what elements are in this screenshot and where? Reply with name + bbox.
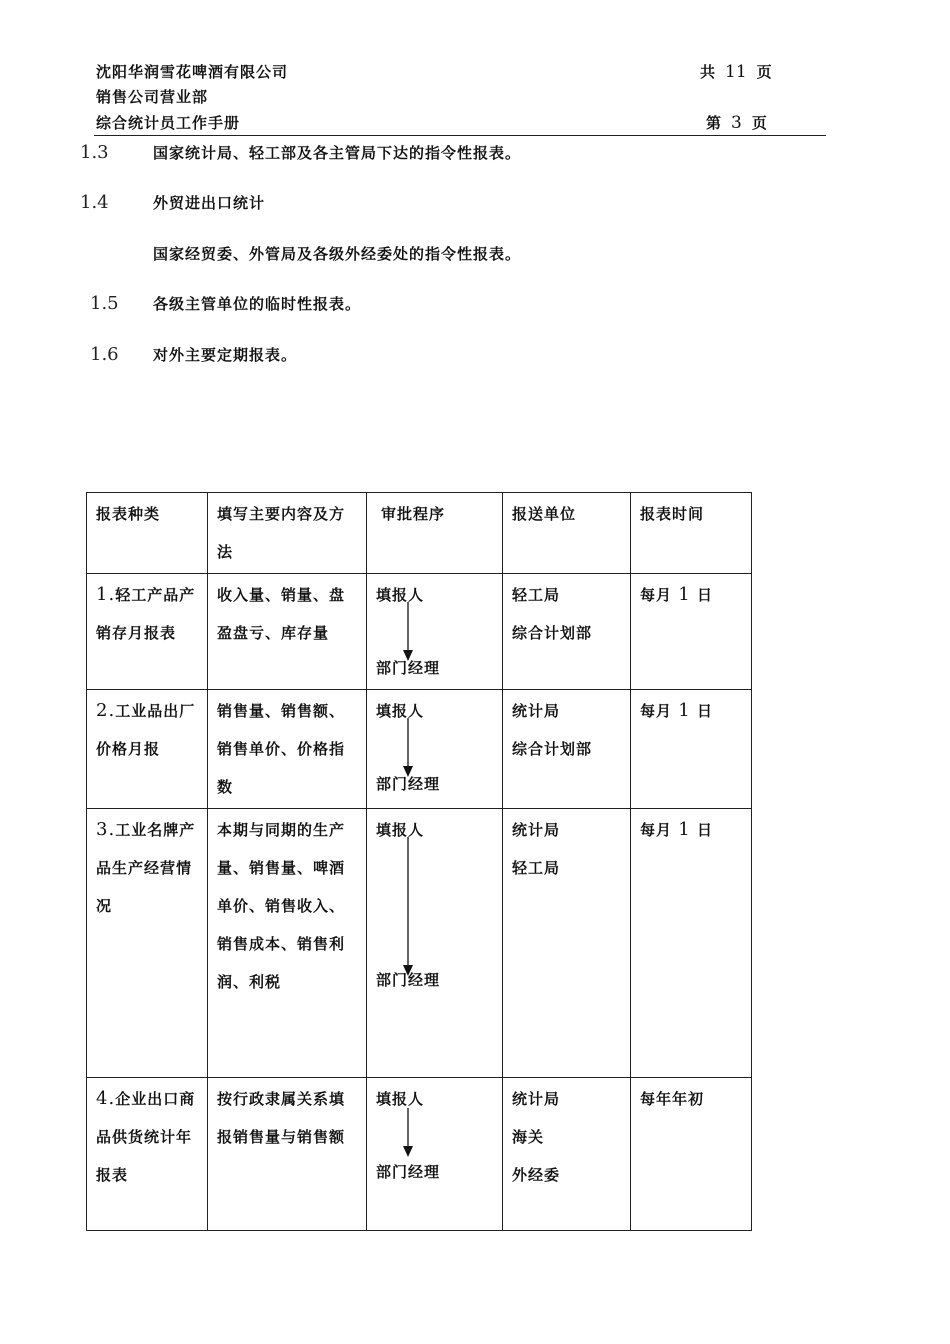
report-type [87, 690, 208, 809]
item-text: 国家统计局、轻工部及各主管局下达的指令性报表。 [153, 144, 522, 162]
item-text: 对外主要定期报表。 [153, 346, 298, 364]
unit-line: 海关 [512, 1128, 545, 1146]
page-prefix: 第 [706, 114, 722, 132]
table-row [87, 1078, 752, 1231]
report-type [87, 809, 208, 1078]
submit-units [503, 574, 631, 690]
page-number [706, 113, 767, 133]
time-prefix: 每月 [640, 821, 673, 839]
report-time [631, 690, 752, 809]
page-suffix: 页 [751, 114, 767, 132]
submit-units [503, 690, 631, 809]
time-number: 1 [678, 819, 691, 840]
manual-title: 综合统计员工作手册 [96, 114, 241, 132]
approval-from: 填报人 [376, 702, 425, 720]
report-table [86, 492, 752, 1231]
arrow-down-icon [402, 837, 414, 977]
time-suffix: 日 [696, 821, 713, 839]
item-text: 国家经贸委、外管局及各级外经委处的指令性报表。 [153, 245, 522, 263]
total-pages-number: 11 [725, 62, 747, 82]
table-row [87, 809, 752, 1078]
unit-line: 综合计划部 [512, 624, 593, 642]
time-prefix: 每年年初 [640, 1090, 705, 1108]
report-type-text: 工业名牌产品生产经营情况 [96, 821, 196, 915]
approval-from: 填报人 [376, 821, 425, 839]
row-number: 1. [96, 584, 116, 605]
report-time [631, 809, 752, 1078]
report-type [87, 1078, 208, 1231]
time-suffix: 日 [696, 586, 713, 604]
report-content: 收入量、销量、盘盈盘亏、库存量 [208, 574, 367, 690]
row-number: 2. [96, 700, 116, 721]
total-pages [700, 62, 772, 82]
unit-line: 统计局 [512, 702, 561, 720]
item-number: 1.6 [90, 344, 119, 365]
report-type-text: 轻工产品产销存月报表 [96, 586, 196, 642]
report-type-text: 工业品出厂价格月报 [96, 702, 196, 758]
header-type: 报表种类 [87, 493, 208, 574]
submit-units [503, 809, 631, 1078]
approval-flow [367, 809, 503, 1078]
item-text: 各级主管单位的临时性报表。 [153, 295, 362, 313]
unit-line: 轻工局 [512, 859, 561, 877]
unit-line: 外经委 [512, 1166, 561, 1184]
company-name: 沈阳华润雪花啤酒有限公司 [96, 63, 289, 81]
time-number: 1 [678, 700, 691, 721]
approval-flow [367, 690, 503, 809]
item-number: 1.3 [80, 142, 109, 163]
table-header-row [87, 493, 752, 574]
page-number-value: 3 [731, 113, 742, 133]
row-number: 3. [96, 819, 116, 840]
total-suffix: 页 [756, 63, 772, 81]
item-text: 外贸进出口统计 [153, 194, 266, 212]
unit-line: 综合计划部 [512, 740, 593, 758]
report-content: 销售量、销售额、销售单价、价格指数 [208, 690, 367, 809]
report-time [631, 574, 752, 690]
report-type [87, 574, 208, 690]
report-type-text: 企业出口商品供货统计年报表 [96, 1090, 196, 1184]
report-content: 本期与同期的生产量、销售量、啤酒单价、销售收入、销售成本、销售利润、利税 [208, 809, 367, 1078]
report-time [631, 1078, 752, 1231]
total-prefix: 共 [700, 63, 716, 81]
time-prefix: 每月 [640, 702, 673, 720]
header-rule [94, 135, 826, 136]
header-content: 填写主要内容及方法 [208, 493, 367, 574]
arrow-down-icon [402, 1108, 414, 1158]
approval-to: 部门经理 [376, 775, 441, 793]
report-content: 按行政隶属关系填报销售量与销售额 [208, 1078, 367, 1231]
time-prefix: 每月 [640, 586, 673, 604]
time-number: 1 [678, 584, 691, 605]
header-units: 报送单位 [503, 493, 631, 574]
approval-flow [367, 1078, 503, 1231]
header-approval: 审批程序 [367, 493, 503, 574]
table-row [87, 574, 752, 690]
unit-line: 轻工局 [512, 586, 561, 604]
header-time: 报表时间 [631, 493, 752, 574]
approval-to: 部门经理 [376, 1163, 441, 1181]
approval-from: 填报人 [376, 1090, 425, 1108]
submit-units [503, 1078, 631, 1231]
approval-flow [367, 574, 503, 690]
approval-to: 部门经理 [376, 971, 441, 989]
table-row [87, 690, 752, 809]
item-number: 1.5 [90, 293, 119, 314]
time-suffix: 日 [696, 702, 713, 720]
unit-line: 统计局 [512, 821, 561, 839]
department-name: 销售公司营业部 [96, 88, 209, 106]
item-number: 1.4 [80, 192, 109, 213]
approval-from: 填报人 [376, 586, 425, 604]
row-number: 4. [96, 1088, 116, 1109]
approval-to: 部门经理 [376, 659, 441, 677]
unit-line: 统计局 [512, 1090, 561, 1108]
